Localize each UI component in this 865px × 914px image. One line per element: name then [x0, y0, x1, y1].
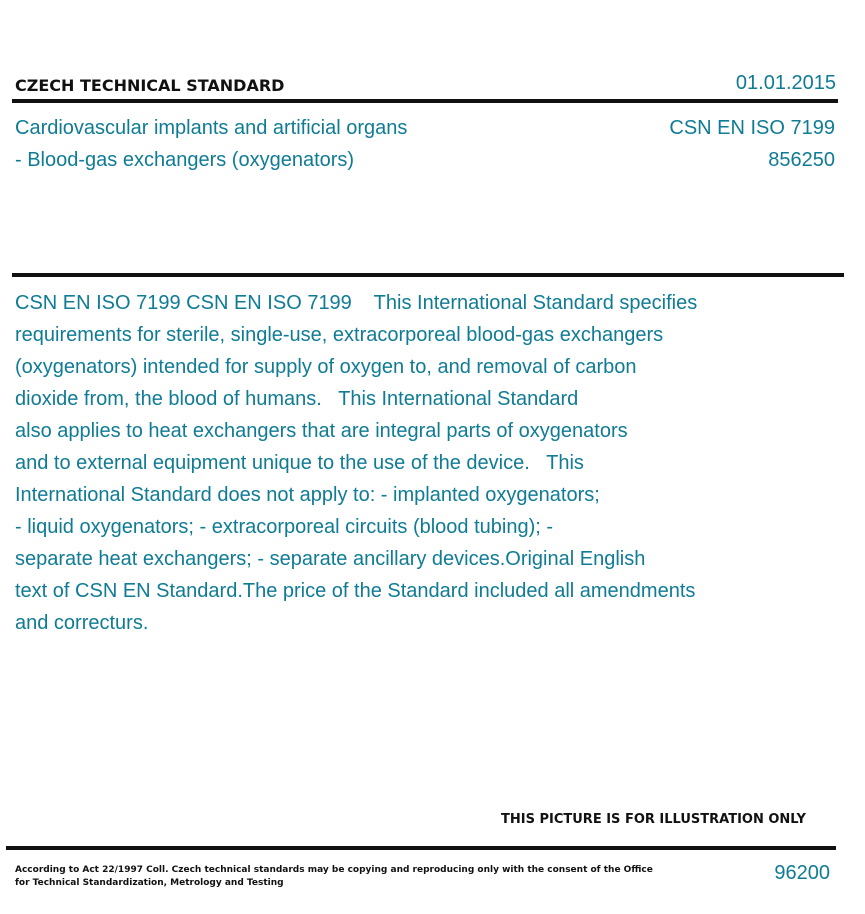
description-line: and correcturs. — [15, 612, 149, 634]
description-line: CSN EN ISO 7199 CSN EN ISO 7199 This International Standard specifies — [15, 292, 698, 314]
legal-notice-line-1: According to Act 22/1997 Coll. Czech technical standards may be copying and reproducing only with the consent of the Office — [15, 865, 653, 875]
standard-description — [15, 290, 775, 642]
footer-divider — [6, 846, 836, 850]
header-divider — [12, 99, 838, 103]
description-line: also applies to heat exchangers that are integral parts of oxygenators — [15, 420, 628, 442]
description-line: separate heat exchangers; - separate ancillary devices.Original English — [15, 548, 646, 570]
catalog-number: 856250 — [768, 149, 835, 171]
description-line: - liquid oxygenators; - extracorporeal circuits (blood tubing); - — [15, 516, 554, 538]
description-line: International Standard does not apply to: - implanted oxygenators; — [15, 484, 600, 506]
description-line: dioxide from, the blood of humans. This International Standard — [15, 388, 579, 410]
description-line: and to external equipment unique to the use of the device. This — [15, 452, 584, 474]
standard-title-line-1: Cardiovascular implants and artificial organs — [15, 117, 408, 139]
document-header-title: CZECH TECHNICAL STANDARD — [15, 76, 285, 95]
description-line: text of CSN EN Standard.The price of the Standard included all amendments — [15, 580, 696, 602]
price: 96200 — [774, 862, 830, 884]
description-line: (oxygenators) intended for supply of oxygen to, and removal of carbon — [15, 356, 637, 378]
standard-code: CSN EN ISO 7199 — [669, 117, 835, 139]
publication-date: 01.01.2015 — [735, 72, 836, 94]
illustration-disclaimer: THIS PICTURE IS FOR ILLUSTRATION ONLY — [501, 812, 806, 827]
legal-notice — [15, 864, 653, 890]
description-line: requirements for sterile, single-use, extracorporeal blood-gas exchangers — [15, 324, 664, 346]
standard-title-line-2: - Blood-gas exchangers (oxygenators) — [15, 149, 355, 171]
title-divider — [12, 273, 844, 277]
legal-notice-line-2: for Technical Standardization, Metrology and Testing — [15, 878, 284, 888]
